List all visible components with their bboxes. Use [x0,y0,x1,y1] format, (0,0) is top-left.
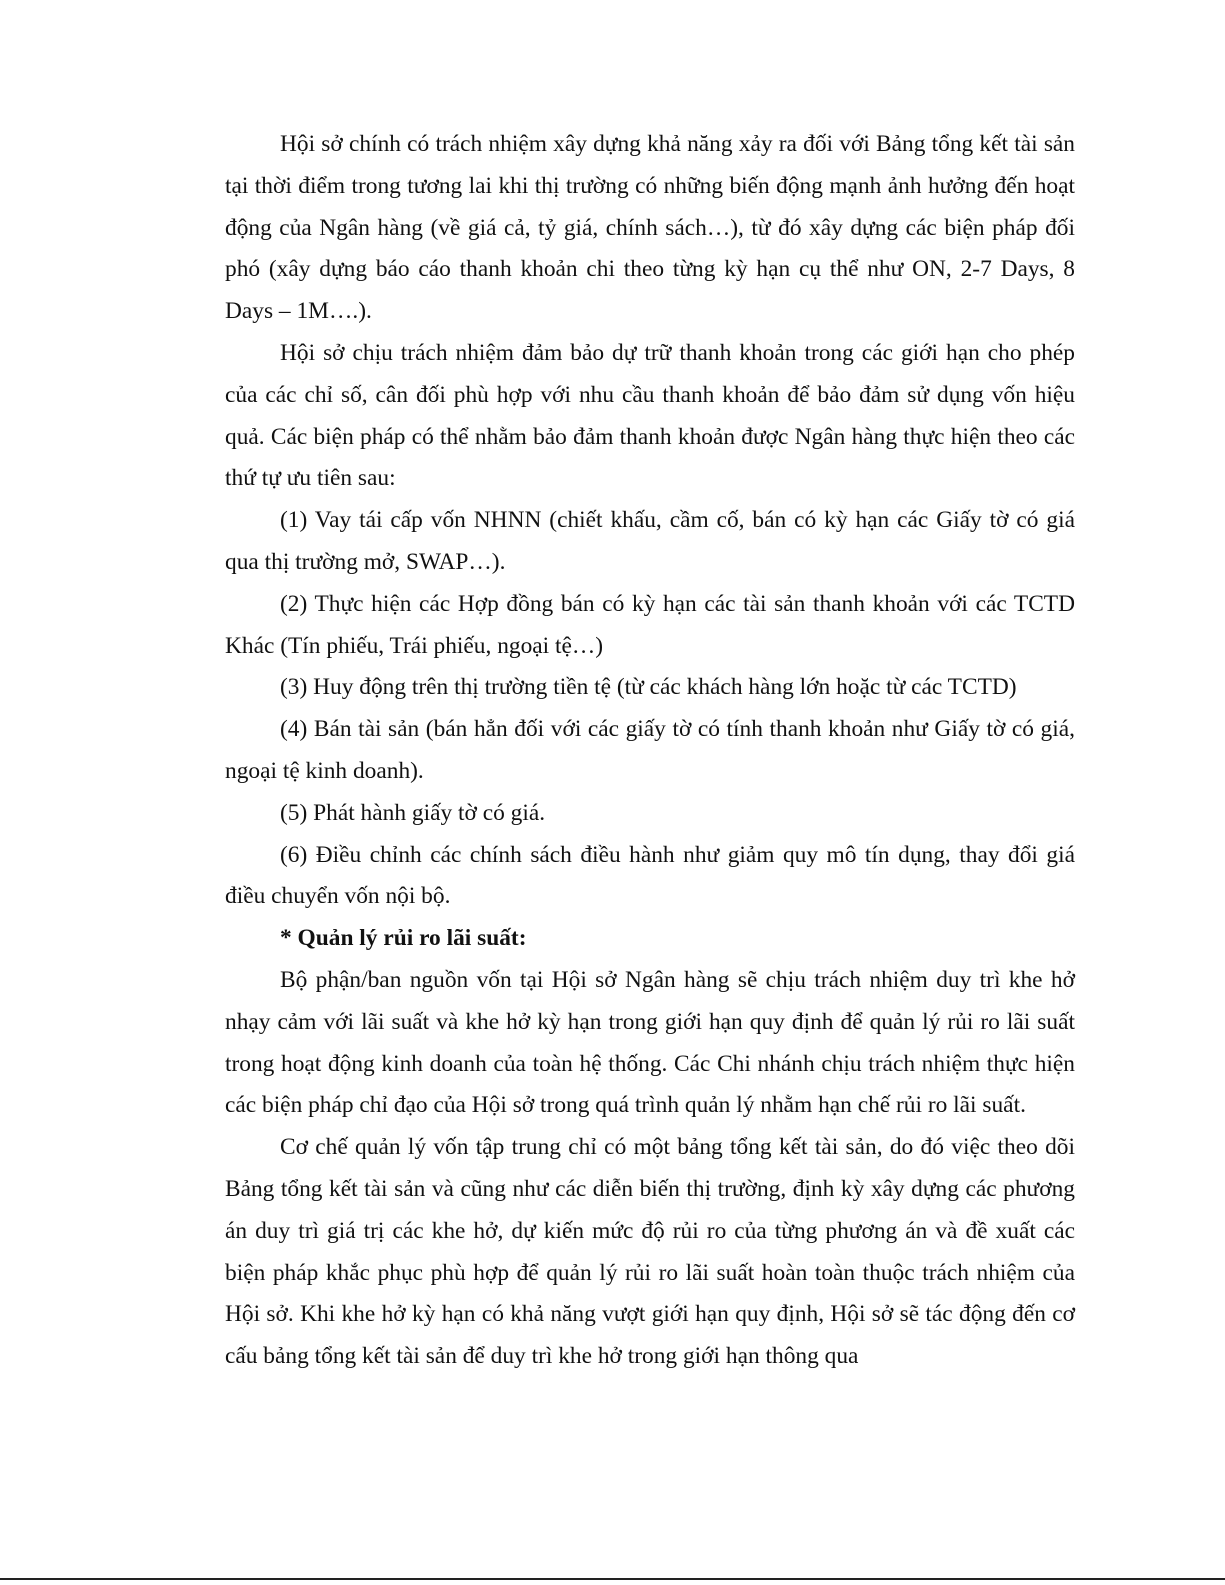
paragraph-central-capital-mechanism: Cơ chế quản lý vốn tập trung chỉ có một bảng tổng kết tài sản, do đó việc theo dõi Bảng tổng kết tài sản và cũng như các diễn biến thị trường, định kỳ xây dựng các phương án duy trì giá trị các khe hở, dự kiến mức độ rủi ro của từng phương án và đề xuất các biện pháp khắc phục phù hợp để quản lý rủi ro lãi suất hoàn toàn thuộc trách nhiệm của Hội sở. Khi khe hở kỳ hạn có khả năng vượt giới hạn quy định, Hội sở sẽ tác động đến cơ cấu bảng tổng kết tài sản để duy trì khe hở trong giới hạn thông qua [225,1134,1075,1370]
section-heading-interest-rate-risk: * Quản lý rủi ro lãi suất: [280,925,527,952]
paragraph-liquidity-scenario: Hội sở chính có trách nhiệm xây dựng khả năng xảy ra đối với Bảng tổng kết tài sản tại thời điểm trong tương lai khi thị trường có những biến động mạnh ảnh hưởng đến hoạt động của Ngân hàng (về giá cả, tỷ giá, chính sách…), từ đó xây dựng các biện pháp đối phó (xây dựng báo cáo thanh khoản chi theo từng kỳ hạn cụ thể như ON, 2-7 Days, 8 Days – 1M….). [225,131,1075,325]
paragraph-liquidity-reserve: Hội sở chịu trách nhiệm đảm bảo dự trữ thanh khoản trong các giới hạn cho phép của các chỉ số, cân đối phù hợp với nhu cầu thanh khoản để bảo đảm sử dụng vốn hiệu quả. Các biện pháp có thể nhằm bảo đảm thanh khoản được Ngân hàng thực hiện theo các thứ tự ưu tiên sau: [225,339,1075,492]
document-page [225,124,1075,1378]
list-item-5: (5) Phát hành giấy tờ có giá. [280,799,546,826]
list-item-3: (3) Huy động trên thị trường tiền tệ (từ các khách hàng lớn hoặc từ các TCTD) [280,674,1017,701]
list-item-6: (6) Điều chỉnh các chính sách điều hành như giảm quy mô tín dụng, thay đổi giá điều chuyển vốn nội bộ. [225,841,1075,910]
list-item-4: (4) Bán tài sản (bán hẳn đối với các giấy tờ có tính thanh khoản như Giấy tờ có giá, ngoại tệ kinh doanh). [225,716,1075,784]
list-item-2: (2) Thực hiện các Hợp đồng bán có kỳ hạn các tài sản thanh khoản với các TCTD Khác (Tín phiếu, Trái phiếu, ngoại tệ…) [225,590,1075,659]
paragraph-interest-rate-gap: Bộ phận/ban nguồn vốn tại Hội sở Ngân hàng sẽ chịu trách nhiệm duy trì khe hở nhạy cảm với lãi suất và khe hở kỳ hạn trong giới hạn quy định để quản lý rủi ro lãi suất trong hoạt động kinh doanh của toàn hệ thống. Các Chi nhánh chịu trách nhiệm thực hiện các biện pháp chỉ đạo của Hội sở trong quá trình quản lý nhằm hạn chế rủi ro lãi suất. [225,966,1075,1119]
page-bottom-rule [0,1578,1225,1580]
list-item-1: (1) Vay tái cấp vốn NHNN (chiết khấu, cầm cố, bán có kỳ hạn các Giấy tờ có giá qua thị trường mở, SWAP…). [225,507,1075,575]
